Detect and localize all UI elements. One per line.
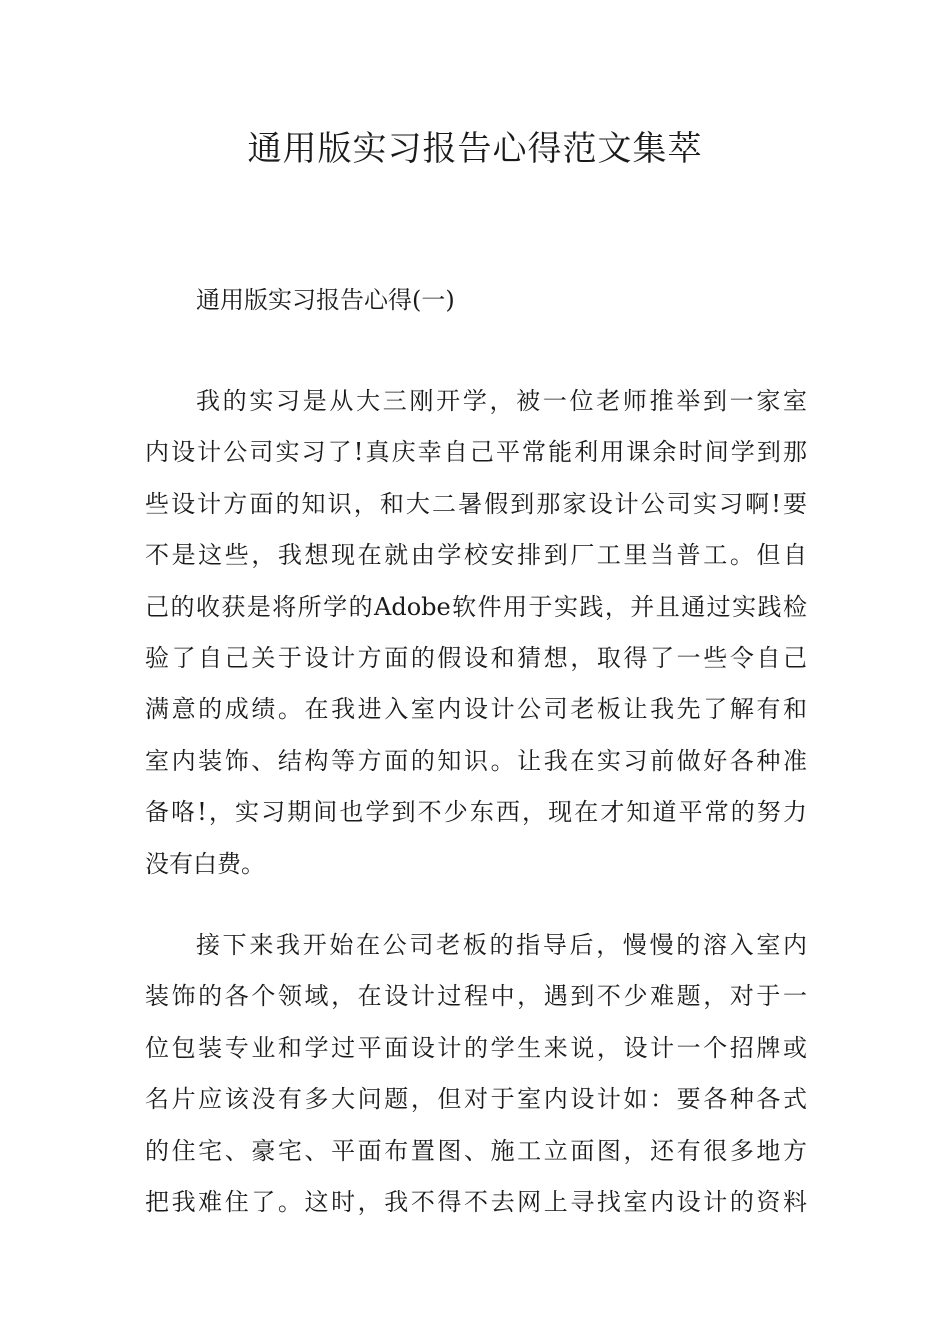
paragraph-line: 的住宅、豪宅、平面布置图、施工立面图，还有很多地方	[145, 1136, 807, 1165]
document-title: 通用版实习报告心得范文集萃	[247, 129, 703, 169]
paragraph-line: 室内装饰、结构等方面的知识。让我在实习前做好各种准	[145, 746, 807, 775]
paragraph-line: 位包装专业和学过平面设计的学生来说，设计一个招牌或	[145, 1033, 807, 1062]
paragraph-line: 不是这些，我想现在就由学校安排到厂工里当普工。但自	[145, 541, 807, 570]
paragraph-line: 验了自己关于设计方面的假设和猜想，取得了一些令自己	[145, 644, 807, 673]
paragraph-line: 接下来我开始在公司老板的指导后，慢慢的溶入室内	[196, 931, 807, 959]
paragraph-1	[145, 376, 807, 890]
paragraph-line: 我的实习是从大三刚开学，被一位老师推举到一家室	[196, 387, 807, 415]
paragraph-2	[145, 920, 807, 1228]
paragraph-line: 内设计公司实习了!真庆幸自己平常能利用课余时间学到那	[145, 438, 807, 467]
paragraph-line: 装饰的各个领域，在设计过程中，遇到不少难题，对于一	[145, 982, 807, 1011]
paragraph-line: 名片应该没有多大问题，但对于室内设计如：要各种各式	[145, 1085, 807, 1114]
paragraph-line: 没有白费。	[145, 849, 265, 878]
paragraph-line: 把我难住了。这时，我不得不去网上寻找室内设计的资料	[145, 1188, 807, 1217]
paragraph-line: 备咯!，实习期间也学到不少东西，现在才知道平常的努力	[145, 798, 807, 827]
paragraph-line: 满意的成绩。在我进入室内设计公司老板让我先了解有和	[145, 695, 807, 724]
paragraph-line: 己的收获是将所学的Adobe软件用于实践，并且通过实践检	[145, 592, 807, 621]
paragraph-line: 些设计方面的知识，和大二暑假到那家设计公司实习啊!要	[145, 489, 807, 518]
section-heading: 通用版实习报告心得(一)	[196, 286, 455, 314]
